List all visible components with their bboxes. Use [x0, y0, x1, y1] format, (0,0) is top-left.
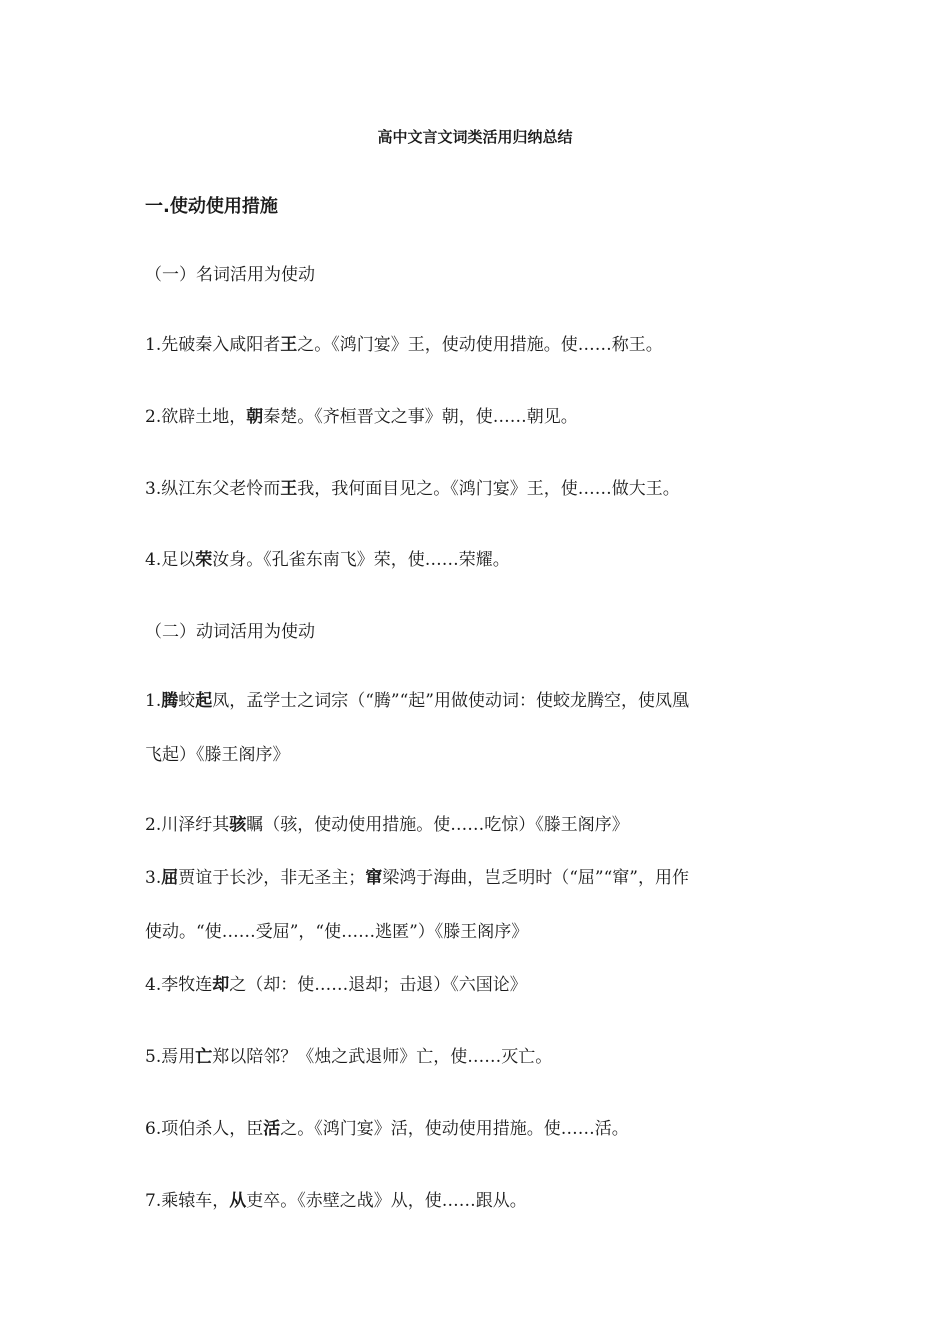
list-item: 4.李牧连却之（却：使……退却；击退）《六国论》 [145, 975, 527, 995]
list-item-continuation: 飞起）《滕王阁序》 [145, 745, 290, 765]
list-item-continuation: 使动。“使……受屈”，“使……逃匿”）《滕王阁序》 [145, 922, 529, 942]
document-title: 高中文言文词类活用归纳总结 [377, 128, 573, 146]
list-item: 5.焉用亡郑以陪邻？《烛之武退师》亡，使……灭亡。 [145, 1047, 553, 1067]
section-heading: 一.使动使用措施 [145, 196, 278, 217]
list-item: 2.欲辟土地，朝秦楚。《齐桓晋文之事》朝，使……朝见。 [145, 407, 578, 427]
list-item: 1.腾蛟起凤，孟学士之词宗（“腾”“起”用做使动词：使蛟龙腾空，使凤凰 [145, 691, 689, 711]
list-item: 6.项伯杀人，臣活之。《鸿门宴》活，使动使用措施。使……活。 [145, 1119, 629, 1139]
list-item: 3.纵江东父老怜而王我，我何面目见之。《鸿门宴》王，使……做大王。 [145, 479, 680, 499]
subsection-heading-noun: （一）名词活用为使动 [145, 265, 315, 285]
list-item: 2.川泽纡其骇瞩（骇，使动使用措施。使……吃惊）《滕王阁序》 [145, 815, 629, 835]
list-item: 7.乘辕车，从吏卒。《赤壁之战》从，使……跟从。 [145, 1191, 527, 1211]
list-item: 1.先破秦入咸阳者王之。《鸿门宴》王，使动使用措施。使……称王。 [145, 335, 663, 355]
list-item: 3.屈贾谊于长沙，非无圣主；窜梁鸿于海曲，岂乏明时（“屈”“窜”，用作 [145, 868, 689, 888]
list-item: 4.足以荣汝身。《孔雀东南飞》荣，使……荣耀。 [145, 550, 510, 570]
subsection-heading-verb: （二）动词活用为使动 [145, 622, 315, 642]
